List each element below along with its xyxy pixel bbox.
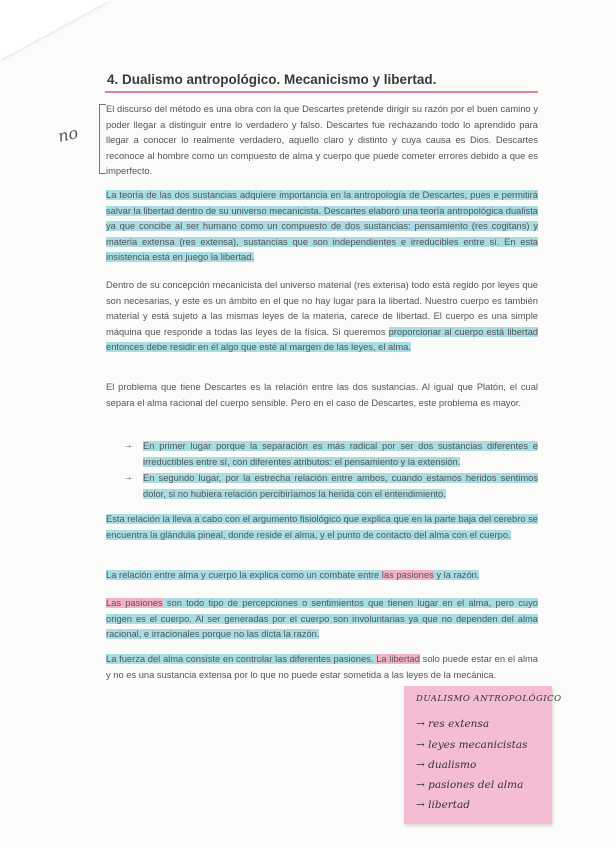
sticky-heading: DUALISMO ANTROPOLÓGICO xyxy=(416,694,562,704)
highlight-pasiones-term: las pasiones xyxy=(381,570,434,580)
highlight-dos-sustancias: La teoría de las dos sustancias adquiere importancia en la antropología de Descartes, pues e permitirá salvar la libertad dentro de su universo mecanicista. Descartes elaboró una teoría antropológica dualista ya que concibe al ser humano como un compuesto de dos sustancias: pensamiento (res cogitans) y materia extensa (res extensa), sustancias que son independientes e irreducibles entre sí. En esta insistencia está en juego la libertad. xyxy=(106,190,538,263)
paragraph-dos-sustancias xyxy=(106,188,538,266)
text-mecanicismo: Dentro de su concepción mecanicista del universo material (res extensa) todo está regido por leyes que son necesarias, y este es un ámbito en el que no hay lugar para la libertad. Nuestro cuerpo es también material y está sujeto a las mismas leyes de la materia, carece de libertad. El cuerpo es una simple máquina que responde a todas las leyes de la física. Si queremos xyxy=(106,280,538,337)
paragraph-libertad xyxy=(106,652,538,683)
folded-corner xyxy=(0,0,110,60)
highlight-libertad-term: La libertad xyxy=(376,654,420,664)
sticky-item: → leyes mecanicistas xyxy=(416,739,528,751)
text-libertad-rest: solo puede estar en el alma y no es una sustancia extensa por lo que no puede estar sometida a las leyes de la mecánica. xyxy=(106,654,539,680)
bullet-segundo-lugar xyxy=(143,471,538,502)
paragraph-pasiones xyxy=(106,596,538,643)
paragraph-problema: El problema que tiene Descartes es la relación entre las dos sustancias. Al igual que Platón, el cual separa el alma racional del cuerpo sensible. Pero en el caso de Descartes, este problema es mayor. xyxy=(106,382,538,408)
title-underline xyxy=(105,91,538,93)
sticky-item: → libertad xyxy=(416,799,471,811)
arrow-bullet-1: → xyxy=(123,440,133,451)
sticky-item: → pasiones del alma xyxy=(416,779,524,791)
highlight-pasiones-def: Las pasiones xyxy=(106,598,163,608)
highlight-glandula: Esta relación la lleva a cabo con el argumento fisiológico que explica que en la parte baja del cerebro se encuentra la glándula pineal, donde reside el alma, y el punto de contacto del alma con el cuerpo. xyxy=(106,514,538,540)
highlight-primer-lugar: En primer lugar porque la separación es más radical por ser dos sustancias diferentes e irreductibles entre sí, con diferentes atributos: el pensamiento y la extensión. xyxy=(143,441,538,467)
paragraph-combate xyxy=(106,568,538,584)
highlight-fuerza-alma: La fuerza del alma consiste en controlar las diferentes pasiones. xyxy=(106,654,377,664)
paragraph-mecanicismo xyxy=(106,278,538,356)
sticky-note xyxy=(404,686,562,824)
highlight-combate-2: y la razón. xyxy=(433,570,480,580)
sticky-item: → dualismo xyxy=(416,759,477,771)
highlight-mecanicismo: proporcionar al cuerpo está libertad entonces debe residir en él algo que esté al margen de las leyes, el alma. xyxy=(106,326,538,353)
paragraph-discurso: El discurso del método es una obra con la que Descartes pretende dirigir su razón por el buen camino y poder llegar a distinguir entre lo verdadero y falso. Descartes fue rechazando todo lo aprendido para llegar a conocer lo realmente verdadero, aquello claro y distinto y cuya causa es Dios. Descartes reconoce al hombre como un compuesto de alma y cuerpo que puede cometer errores debido a que es imperfecto. xyxy=(106,104,538,177)
highlight-segundo-lugar: En segundo lugar, por la estrecha relación entre ambos, cuando estamos heridos sentimos dolor, si no hubiera relación percibiríamos la herida con el entendimiento. xyxy=(143,473,538,499)
paragraph-glandula xyxy=(106,512,538,543)
margin-bracket xyxy=(99,104,106,174)
sticky-item: → res extensa xyxy=(416,718,490,730)
section-title: 4. Dualismo antropológico. Mecanicismo y libertad. xyxy=(107,72,437,87)
highlight-combate-1: La relación entre alma y cuerpo la explica como un combate entre xyxy=(106,570,382,580)
bullet-primer-lugar xyxy=(143,439,538,470)
highlight-pasiones-text: son todo tipo de percepciones o sentimientos que tienen lugar en el alma, pero cuyo origen es el cuerpo. Al ser generadas por el cuerpo son involuntarias ya que no dependen del alma racional, e irracionales porque no las dicta la razón. xyxy=(106,598,538,640)
arrow-bullet-2: → xyxy=(123,472,133,483)
margin-handwritten-note: no xyxy=(56,123,80,146)
